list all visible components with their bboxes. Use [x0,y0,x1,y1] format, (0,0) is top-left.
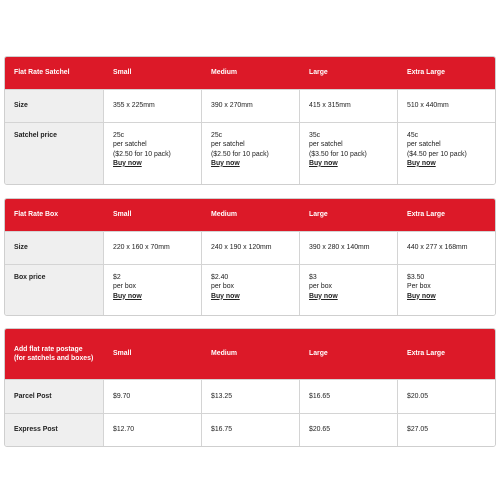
header-cell-title: Flat Rate Box [14,211,59,219]
postage-small: $9.70 [103,380,201,413]
price-value: $2 [113,274,121,281]
pack-price: ($3.50 for 10 pack) [309,150,367,158]
price-unit: per satchel [113,141,147,149]
header-cell-medium: Medium [201,199,299,231]
price-cell-large [299,265,397,315]
table-header-row [5,199,495,231]
price-unit: per satchel [309,141,343,149]
pack-price: ($4.50 per 10 pack) [407,150,467,158]
price-unit: per satchel [211,141,245,149]
price-value: 25c [113,132,125,139]
price-cell-small [103,265,201,315]
size-large: 390 x 280 x 140mm [299,232,397,264]
postage-small: $12.70 [103,414,201,446]
price-unit: per satchel [407,141,441,149]
header-cell-title: Flat Rate Satchel [14,69,70,77]
row-label-size: Size [5,90,103,122]
postage-extra-large: $20.05 [397,380,495,413]
buy-now-link[interactable]: Buy now [211,292,240,300]
price-value: 25c [211,132,223,139]
header-cell-large: Large [299,329,397,379]
pack-price: ($2.50 for 10 pack) [211,150,269,158]
size-medium: 240 x 190 x 120mm [201,232,299,264]
buy-now-link[interactable]: Buy now [407,292,436,300]
price-cell-extra-large [397,123,495,184]
header-cell-small: Small [103,199,201,231]
price-value: $2.40 [211,274,229,281]
price-unit: per box [309,283,332,291]
row-label-size: Size [5,232,103,264]
table-row [5,264,495,315]
size-medium: 390 x 270mm [201,90,299,122]
price-cell-large [299,123,397,184]
row-label-satchel-price: Satchel price [5,123,103,184]
postage-large: $20.65 [299,414,397,446]
flat-rate-box-table [4,198,496,316]
flat-rate-postage-table [4,328,496,447]
postage-medium: $16.75 [201,414,299,446]
price-unit: per box [211,283,234,291]
header-cell-small: Small [103,329,201,379]
postage-medium: $13.25 [201,380,299,413]
size-large: 415 x 315mm [299,90,397,122]
price-value: $3.50 [407,274,425,281]
table-row [5,413,495,446]
size-small: 220 x 160 x 70mm [103,232,201,264]
header-cell-large: Large [299,57,397,89]
price-cell-medium [201,123,299,184]
size-small: 355 x 225mm [103,90,201,122]
table-row [5,89,495,122]
price-cell-medium [201,265,299,315]
price-value: $3 [309,274,317,281]
buy-now-link[interactable]: Buy now [309,292,338,300]
price-value: 35c [309,132,321,139]
header-cell-small: Small [103,57,201,89]
header-cell-title: Add flat rate postage (for satchels and boxes) [14,345,94,362]
row-label-express-post: Express Post [5,414,103,446]
row-label-box-price: Box price [5,265,103,315]
table-header-row [5,329,495,379]
table-row [5,122,495,184]
header-cell-medium: Medium [201,57,299,89]
postage-large: $16.65 [299,380,397,413]
buy-now-link[interactable]: Buy now [113,159,142,167]
buy-now-link[interactable]: Buy now [113,292,142,300]
buy-now-link[interactable]: Buy now [309,159,338,167]
header-cell-extra-large: Extra Large [397,57,495,89]
row-label-parcel-post: Parcel Post [5,380,103,413]
size-extra-large: 510 x 440mm [397,90,495,122]
price-unit: Per box [407,283,431,291]
flat-rate-satchel-table [4,56,496,185]
buy-now-link[interactable]: Buy now [211,159,240,167]
postage-extra-large: $27.05 [397,414,495,446]
header-cell-extra-large: Extra Large [397,199,495,231]
size-extra-large: 440 x 277 x 168mm [397,232,495,264]
price-cell-small [103,123,201,184]
table-row [5,379,495,413]
header-cell-large: Large [299,199,397,231]
price-cell-extra-large [397,265,495,315]
table-header-row [5,57,495,89]
price-value: 45c [407,132,419,139]
header-cell-medium: Medium [201,329,299,379]
buy-now-link[interactable]: Buy now [407,159,436,167]
table-row [5,231,495,264]
pack-price: ($2.50 for 10 pack) [113,150,171,158]
header-cell-extra-large: Extra Large [397,329,495,379]
price-unit: per box [113,283,136,291]
